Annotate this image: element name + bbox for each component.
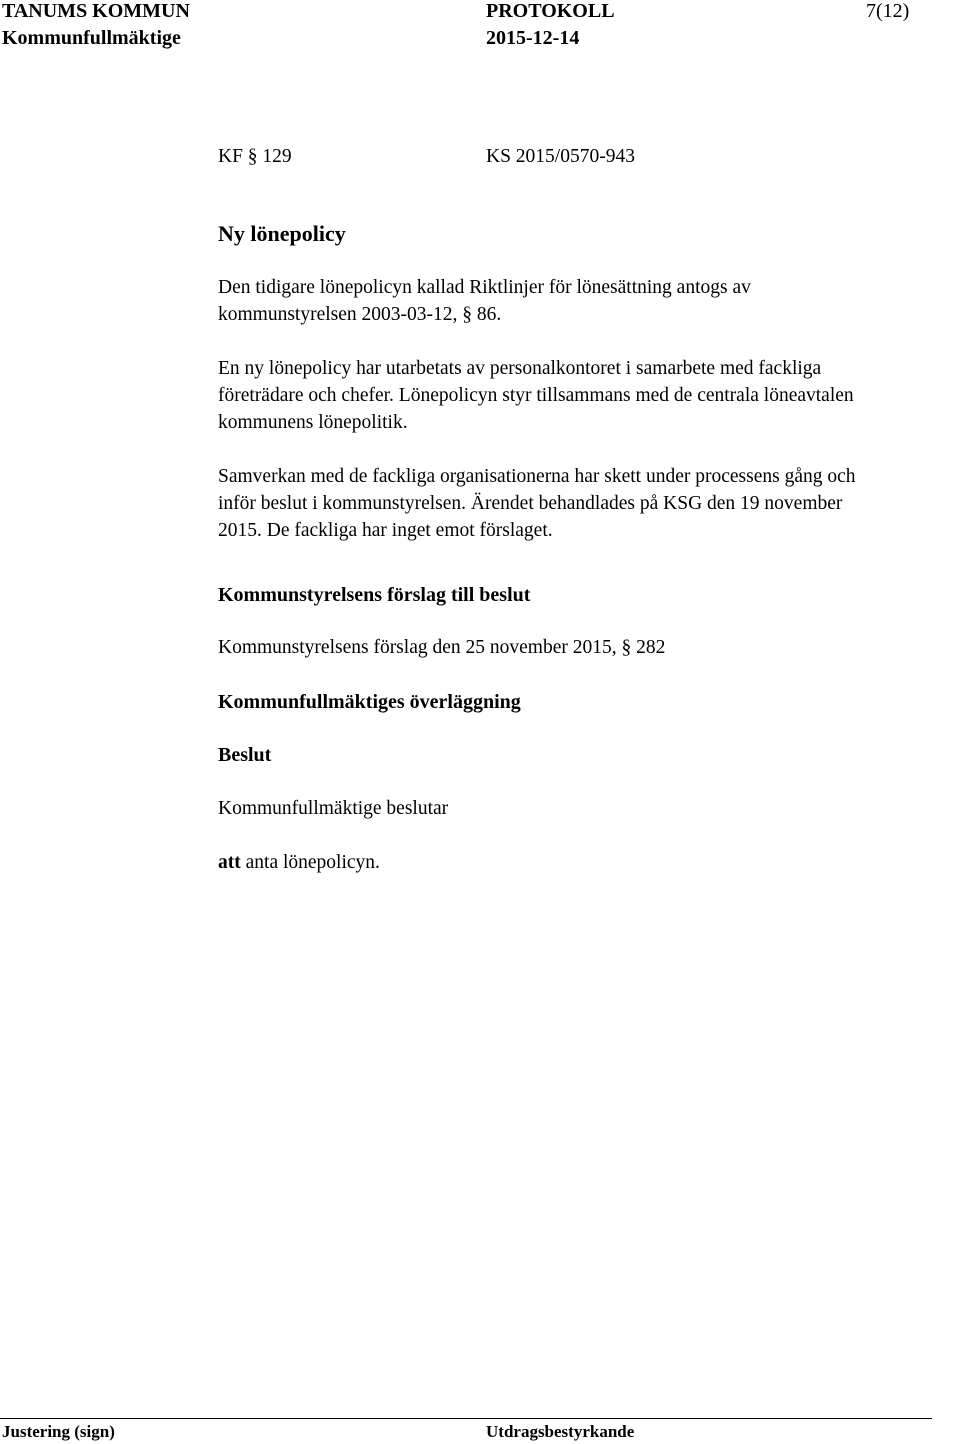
decision-att-clause bbox=[218, 849, 380, 876]
paragraph-cooperation bbox=[218, 463, 958, 544]
paragraph-line: kommunens lönepolitik. bbox=[218, 412, 408, 433]
paragraph-new-policy bbox=[218, 355, 958, 436]
att-text: anta lönepolicyn. bbox=[240, 852, 380, 873]
footer-signature-label: Justering (sign) bbox=[2, 1422, 115, 1441]
page-number: 7(12) bbox=[866, 0, 910, 22]
meeting-body: Kommunfullmäktige bbox=[2, 27, 181, 49]
paragraph-line: Den tidigare lönepolicyn kallad Riktlinjer för lönesättning antogs av bbox=[218, 277, 751, 298]
footer-certification-label: Utdragsbestyrkande bbox=[486, 1422, 635, 1441]
deliberation-heading: Kommunfullmäktiges överläggning bbox=[218, 691, 521, 713]
paragraph-line: 2015. De fackliga har inget emot förslaget. bbox=[218, 520, 553, 541]
paragraph-line: företrädare och chefer. Lönepolicyn styr tillsammans med de centrala löneavtalen bbox=[218, 385, 854, 406]
paragraph-previous-policy bbox=[218, 274, 958, 328]
paragraph-line: Samverkan med de fackliga organisationerna har skett under processens gång och bbox=[218, 466, 856, 487]
ks-reference: KS 2015/0570-943 bbox=[486, 146, 635, 167]
att-keyword: att bbox=[218, 852, 241, 873]
paragraph-line: kommunstyrelsen 2003-03-12, § 86. bbox=[218, 304, 502, 325]
paragraph-line: inför beslut i kommunstyrelsen. Ärendet behandlades på KSG den 19 november bbox=[218, 493, 843, 514]
footer-rule bbox=[0, 1418, 932, 1419]
document-type: PROTOKOLL bbox=[486, 0, 615, 22]
kf-reference: KF § 129 bbox=[218, 146, 292, 167]
proposal-text: Kommunstyrelsens förslag den 25 november 2015, § 282 bbox=[218, 637, 666, 658]
page-title: Ny lönepolicy bbox=[218, 221, 346, 246]
decision-heading: Beslut bbox=[218, 744, 272, 766]
organization-name: TANUMS KOMMUN bbox=[2, 0, 190, 22]
proposal-heading: Kommunstyrelsens förslag till beslut bbox=[218, 584, 531, 606]
decision-intro: Kommunfullmäktige beslutar bbox=[218, 798, 449, 819]
paragraph-line: En ny lönepolicy har utarbetats av personalkontoret i samarbete med fackliga bbox=[218, 358, 822, 379]
meeting-date: 2015-12-14 bbox=[486, 27, 580, 49]
